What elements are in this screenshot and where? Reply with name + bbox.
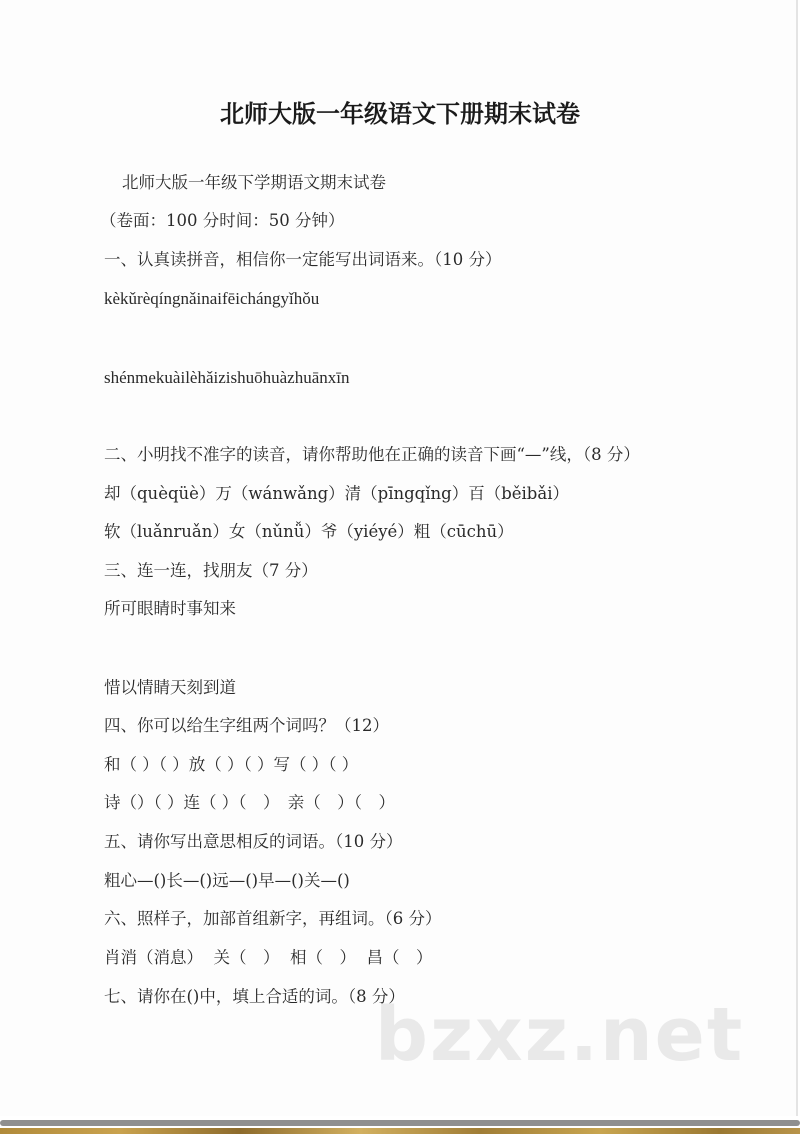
section-4-line-2: 诗（）（ ）连（ ）（ ） 亲（ ）（ ） (104, 793, 395, 812)
section-1-heading: 一、认真读拼音，相信你一定能写出词语来。（10 分） (104, 250, 502, 269)
section-4-line-1: 和（ ）（ ）放（ ）（ ）写（ ）（ ） (104, 755, 359, 774)
section-5-line-1: 粗心—()长—()远—()早—()关—() (104, 871, 350, 890)
document-title: 北师大版一年级语文下册期末试卷 (220, 100, 580, 128)
section-6-line-1: 肖消（消息） 关（ ） 相（ ） 昌（ ） (104, 948, 433, 967)
section-7-heading: 七、请你在()中，填上合适的词。（8 分） (104, 987, 405, 1006)
watermark: bzxz.net (375, 992, 745, 1078)
section-4-heading: 四、你可以给生字组两个词吗？（12） (104, 716, 389, 735)
section-2-line-1: 却（quèqüè）万（wánwǎng）清（pīngqǐng）百（běibǎi） (104, 484, 569, 503)
section-6-heading: 六、照样子，加部首组新字，再组词。（6 分） (104, 909, 442, 928)
section-3-line-2: 惜以情睛天刻到道 (104, 678, 236, 697)
background-strip (0, 1128, 800, 1134)
section-3-heading: 三、连一连，找朋友（7 分） (104, 561, 318, 580)
section-3-line-1: 所可眼睛时事知来 (104, 599, 236, 618)
section-5-heading: 五、请你写出意思相反的词语。（10 分） (104, 832, 403, 851)
exam-info: （卷面：100 分时间：50 分钟） (100, 211, 345, 230)
section-1-pinyin-line-1: kèkǔrèqíngnǎinaifēichángyǐhǒu (104, 289, 320, 308)
document-subtitle: 北师大版一年级下学期语文期末试卷 (122, 173, 386, 192)
section-1-pinyin-line-2: shénmekuàilèhǎizishuōhuàzhuānxīn (104, 368, 350, 387)
section-2-heading: 二、小明找不准字的读音，请你帮助他在正确的读音下画“—”线，（8 分） (104, 445, 640, 464)
horizontal-scrollbar[interactable] (0, 1120, 800, 1126)
section-2-line-2: 软（luǎnruǎn）女（nǔnǚ）爷（yiéyé）粗（cūchū） (104, 522, 514, 541)
